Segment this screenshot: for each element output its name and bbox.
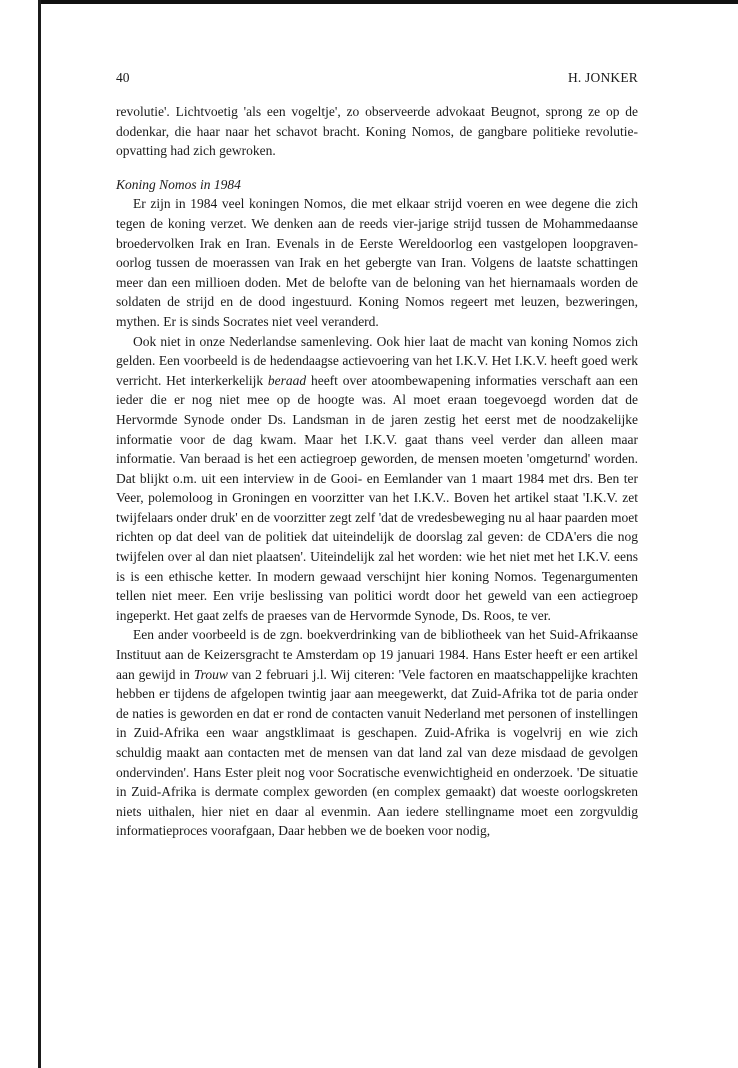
page-number: 40: [116, 70, 130, 85]
section-heading: Koning Nomos in 1984: [116, 176, 241, 192]
paragraph-boekverdrinking-part-1: Een ander voorbeeld is de zgn. boekverdrinking van de bibliotheek van het Suid-Afrikaanse Instituut aan de Keizersgracht te Amsterdam op 19 januari 1984. Hans Ester heeft er een artikel aan gewijd in: [116, 627, 638, 682]
scan-border-top: [38, 0, 738, 4]
paragraph-ikv-part-2: heeft over atoombewapening informaties verschaft aan een ieder die er nog niet mee op de hoogte was. Al moet eraan toegevoegd worden dat de Hervormde Synode onder Ds. Landsman in de jaren zestig het eerst met de noodzakelijke informatie voor de dag kwam. Maar het I.K.V. gaat thans veel verder dan alleen maar informatie. Van beraad is het een actiegroep geworden, de mensen moeten 'omgeturnd' worden. Dat blijkt o.m. uit een interview in de Gooi- en Eemlander van 1 maart 1984 met drs. Ben ter Veer, polemoloog in Groningen en voorzitter van het I.K.V.. Boven het artikel staat 'I.K.V. zet twijfelaars onder druk' en de voorzitter zegt zelf 'dat de vredesbeweging nu al haar paarden moet richten op dat deel van de politiek dat uiteindelijk de doorslag zal geven: de CDA'ers die nog twijfelen over al dan niet plaatsen'. Uiteindelijk zal het worden: wie het niet met het I.K.V. eens is is een ethische ketter. In modern gewaad verschijnt hier koning Nomos. Tegenargumenten tellen niet meer. Een vrije beslissing van politici wordt door het geweld van een actiegroep ingeperkt. Het gaat zelfs de praeses van de Hervormde Synode, Ds. Roos, te ver.: [116, 372, 638, 623]
paragraph-boekverdrinking: [116, 625, 638, 841]
running-header: [116, 70, 638, 90]
paragraph-ikv-part-1: Ook niet in onze Nederlandse samenleving. Ook hier laat de macht van koning Nomos zich gelden. Een voorbeeld is de hedendaagse actievoering van het I.K.V. Het I.K.V. heeft goed werk verricht. Het interkerkelijk: [116, 333, 638, 388]
emphasis-trouw: Trouw: [193, 666, 228, 682]
body-text: [116, 102, 638, 841]
paragraph-koningen-nomos: Er zijn in 1984 veel koningen Nomos, die met elkaar strijd voeren en wee degene die zich tegen de koning verzet. We denken aan de reeds vier-jarige strijd tussen de Mohammedaanse broedervolken Irak en Iran. Evenals in de Eerste Wereldoorlog een vastgelopen loopgraven-oorlog tussen de moerassen van Irak en het gebergte van Iran. Volgens de laatste schattingen meer dan een millioen doden. Met de belofte van de beloning van het hiernamaals worden de soldaten de strijd en de dood ingestuurd. Koning Nomos regeert met leuzen, bezweringen, mythen. Er is sinds Socrates niet veel veranderd.: [116, 196, 638, 329]
paragraph-boekverdrinking-part-2: van 2 februari j.l. Wij citeren: 'Vele factoren en maatschappelijke krachten hebben er tijdens de afgelopen twintig jaar aan meegewerkt, dat Zuid-Afrika tot de paria onder de naties is geworden en dat er rond de contacten vanuit Nederland met personen of instellingen in Zuid-Afrika een waar angstklimaat is geschapen. Zuid-Afrika is vogelvrij en wie zich schuldig maakt aan contacten met de mensen van dat land zal van deze misdaad de gevolgen ondervinden'. Hans Ester pleit nog voor Socratische evenwichtigheid en onderzoek. 'De situatie in Zuid-Afrika is dermate complex geworden (en complex gemaakt) dat woeste oorlogskreten niets uithalen, hier niet en daar al evenmin. Aan iedere stellingname moet een zorgvuldig informatieproces voorafgaan, Daar hebben we de boeken voor nodig,: [116, 666, 638, 839]
intro-paragraph: revolutie'. Lichtvoetig 'als een vogeltje', zo observeerde advokaat Beugnot, sprong ze op de dodenkar, die haar naar het schavot bracht. Koning Nomos, de gangbare politieke revolutie-opvatting had zich gewroken.: [116, 104, 638, 159]
book-page: [116, 70, 638, 841]
scan-border-left: [38, 0, 41, 1068]
paragraph-ikv: [116, 332, 638, 626]
author-name: H. JONKER: [567, 70, 638, 85]
emphasis-beraad: beraad: [267, 372, 307, 388]
